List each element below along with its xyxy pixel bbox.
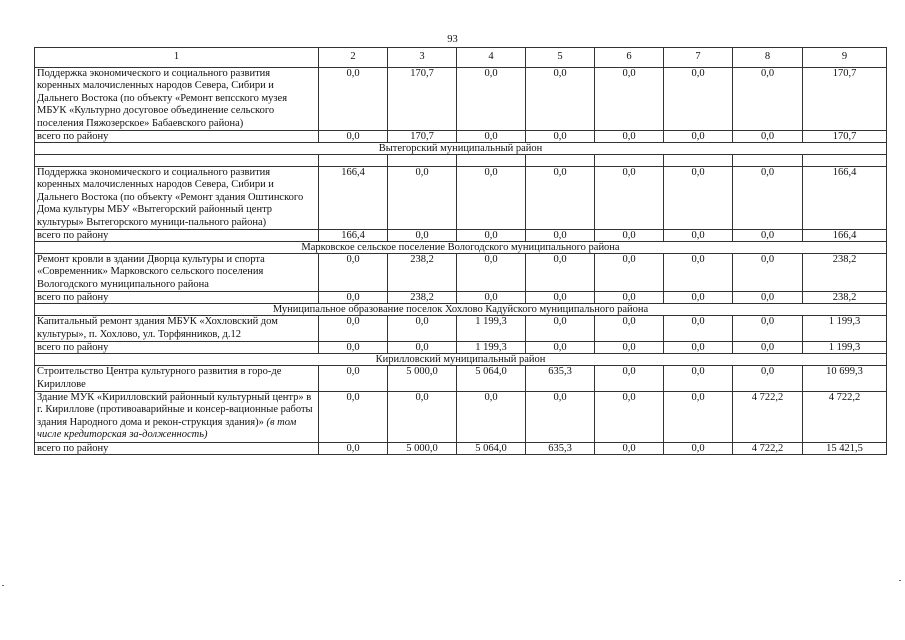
value-cell: 1 199,3 (457, 342, 526, 354)
value-cell: 0,0 (319, 292, 388, 304)
section-title: Кирилловский муниципальный район (35, 354, 887, 366)
empty-cell (319, 155, 388, 167)
value-cell: 0,0 (664, 366, 733, 392)
row-description (35, 131, 319, 143)
value-cell: 0,0 (457, 131, 526, 143)
empty-cell (35, 155, 319, 167)
section-title: Муниципальное образование поселок Хохлово Кадуйского муниципального района (35, 304, 887, 316)
description-text: всего по району (37, 342, 109, 354)
section-title: Вытегорский муниципальный район (35, 143, 887, 155)
row-description (35, 230, 319, 242)
value-cell: 0,0 (664, 254, 733, 292)
value-cell: 170,7 (388, 68, 457, 131)
value-cell: 170,7 (388, 131, 457, 143)
value-cell: 0,0 (595, 230, 664, 242)
value-cell: 166,4 (319, 167, 388, 230)
value-cell: 0,0 (319, 366, 388, 392)
value-cell: 0,0 (319, 316, 388, 342)
table-row (35, 254, 887, 292)
value-cell: 0,0 (595, 391, 664, 442)
section-title: Марковское сельское поселение Вологодского муниципального района (35, 242, 887, 254)
value-cell: 0,0 (595, 366, 664, 392)
value-cell: 0,0 (457, 68, 526, 131)
value-cell: 0,0 (319, 391, 388, 442)
value-cell: 10 699,3 (803, 366, 887, 392)
value-cell: 0,0 (595, 68, 664, 131)
value-cell: 0,0 (457, 254, 526, 292)
total-row (35, 292, 887, 304)
value-cell: 0,0 (733, 366, 803, 392)
total-row (35, 230, 887, 242)
value-cell: 4 722,2 (733, 391, 803, 442)
value-cell: 0,0 (664, 167, 733, 230)
value-cell: 0,0 (733, 131, 803, 143)
value-cell: 0,0 (388, 167, 457, 230)
value-cell: 238,2 (803, 254, 887, 292)
value-cell: 5 064,0 (457, 366, 526, 392)
row-description (35, 254, 319, 292)
table-row (35, 167, 887, 230)
scan-mark (899, 580, 901, 581)
row-description (35, 442, 319, 454)
value-cell: 4 722,2 (733, 442, 803, 454)
value-cell: 0,0 (595, 342, 664, 354)
table-row (35, 391, 887, 442)
description-note: (в том числе кредиторская за-долженность) (37, 416, 297, 441)
description-text: Поддержка экономического и социального развития коренных малочисленных народов Севера, Сибири и Дальнего Востока (по объекту «Ремонт вепсского музея МБУК «Культурно досуговое объединение сельского поселения Пяжозерское» Бабаевского района) (37, 68, 288, 129)
column-header: 6 (595, 48, 664, 68)
description-text: Ремонт кровли в здании Дворца культуры и спорта «Современник» Марковского сельского поселения Вологодского муниципального района (37, 254, 265, 290)
value-cell: 0,0 (526, 342, 595, 354)
value-cell: 0,0 (388, 342, 457, 354)
table-row (35, 68, 887, 131)
value-cell: 170,7 (803, 68, 887, 131)
value-cell: 0,0 (319, 68, 388, 131)
table-row (35, 316, 887, 342)
row-description (35, 366, 319, 392)
total-row (35, 342, 887, 354)
value-cell: 0,0 (664, 342, 733, 354)
row-description (35, 316, 319, 342)
value-cell: 0,0 (526, 131, 595, 143)
value-cell: 5 064,0 (457, 442, 526, 454)
value-cell: 0,0 (388, 230, 457, 242)
row-description (35, 342, 319, 354)
total-row (35, 131, 887, 143)
column-header: 2 (319, 48, 388, 68)
value-cell: 0,0 (457, 292, 526, 304)
value-cell: 0,0 (457, 167, 526, 230)
value-cell: 0,0 (733, 167, 803, 230)
description-text: всего по району (37, 442, 109, 454)
value-cell: 0,0 (526, 230, 595, 242)
value-cell: 238,2 (803, 292, 887, 304)
value-cell: 0,0 (457, 230, 526, 242)
empty-cell (664, 155, 733, 167)
value-cell: 0,0 (388, 391, 457, 442)
empty-cell (457, 155, 526, 167)
column-header: 4 (457, 48, 526, 68)
value-cell: 0,0 (733, 292, 803, 304)
blank-row (35, 155, 887, 167)
value-cell: 0,0 (595, 316, 664, 342)
description-text: Строительство Центра культурного развития в горо-де Кириллове (37, 366, 282, 390)
value-cell: 0,0 (526, 292, 595, 304)
column-header: 9 (803, 48, 887, 68)
value-cell: 0,0 (526, 167, 595, 230)
empty-cell (803, 155, 887, 167)
column-header: 3 (388, 48, 457, 68)
value-cell: 0,0 (388, 316, 457, 342)
value-cell: 0,0 (664, 442, 733, 454)
column-header: 8 (733, 48, 803, 68)
row-description (35, 68, 319, 131)
row-description (35, 391, 319, 442)
column-header: 7 (664, 48, 733, 68)
description-text: всего по району (37, 230, 109, 242)
value-cell: 0,0 (595, 442, 664, 454)
empty-cell (733, 155, 803, 167)
value-cell: 166,4 (803, 230, 887, 242)
section-row (35, 242, 887, 254)
empty-cell (388, 155, 457, 167)
value-cell: 5 000,0 (388, 366, 457, 392)
value-cell: 0,0 (595, 131, 664, 143)
value-cell: 0,0 (733, 342, 803, 354)
value-cell: 0,0 (526, 391, 595, 442)
value-cell: 1 199,3 (803, 316, 887, 342)
column-header: 1 (35, 48, 319, 68)
description-text: Здание МУК «Кирилловский районный культурный центр» в г. Кириллове (противоаварийные и консер-вационные работы здания Народного дома и рекон-струкция здания)» (37, 391, 313, 428)
total-row (35, 442, 887, 454)
table-row (35, 366, 887, 392)
value-cell: 635,3 (526, 442, 595, 454)
value-cell: 0,0 (733, 230, 803, 242)
column-header: 5 (526, 48, 595, 68)
value-cell: 0,0 (595, 254, 664, 292)
value-cell: 0,0 (595, 167, 664, 230)
value-cell: 1 199,3 (803, 342, 887, 354)
description-text: Поддержка экономического и социального развития коренных малочисленных народов Севера, Сибири и Дальнего Востока (по объекту «Ремонт здания Оштинского Дома культуры МБУ «Вытегорский районный центр культуры» Вытегорского муници-пального района) (37, 167, 304, 228)
value-cell: 635,3 (526, 366, 595, 392)
value-cell: 15 421,5 (803, 442, 887, 454)
value-cell: 238,2 (388, 292, 457, 304)
row-description (35, 167, 319, 230)
value-cell: 0,0 (733, 254, 803, 292)
budget-table (34, 47, 887, 455)
value-cell: 0,0 (664, 131, 733, 143)
section-row (35, 143, 887, 155)
value-cell: 0,0 (526, 68, 595, 131)
value-cell: 0,0 (733, 316, 803, 342)
description-text: Капитальный ремонт здания МБУК «Хохловский дом культуры», п. Хохлово, ул. Торфянников, д.12 (37, 316, 278, 340)
value-cell: 238,2 (388, 254, 457, 292)
value-cell: 0,0 (733, 68, 803, 131)
page-number: 93 (447, 34, 458, 45)
value-cell: 4 722,2 (803, 391, 887, 442)
value-cell: 0,0 (664, 316, 733, 342)
value-cell: 170,7 (803, 131, 887, 143)
value-cell: 0,0 (319, 442, 388, 454)
value-cell: 166,4 (803, 167, 887, 230)
value-cell: 0,0 (319, 342, 388, 354)
empty-cell (526, 155, 595, 167)
value-cell: 0,0 (319, 254, 388, 292)
value-cell: 0,0 (526, 316, 595, 342)
section-row (35, 354, 887, 366)
value-cell: 0,0 (664, 230, 733, 242)
value-cell: 0,0 (595, 292, 664, 304)
value-cell: 0,0 (319, 131, 388, 143)
description-text: всего по району (37, 292, 109, 304)
value-cell: 0,0 (664, 68, 733, 131)
value-cell: 1 199,3 (457, 316, 526, 342)
value-cell: 0,0 (664, 391, 733, 442)
value-cell: 0,0 (526, 254, 595, 292)
row-description (35, 292, 319, 304)
scan-mark (2, 585, 4, 586)
value-cell: 0,0 (457, 391, 526, 442)
description-text: всего по району (37, 131, 109, 143)
header-row (35, 48, 887, 68)
section-row (35, 304, 887, 316)
value-cell: 0,0 (664, 292, 733, 304)
empty-cell (595, 155, 664, 167)
value-cell: 5 000,0 (388, 442, 457, 454)
value-cell: 166,4 (319, 230, 388, 242)
